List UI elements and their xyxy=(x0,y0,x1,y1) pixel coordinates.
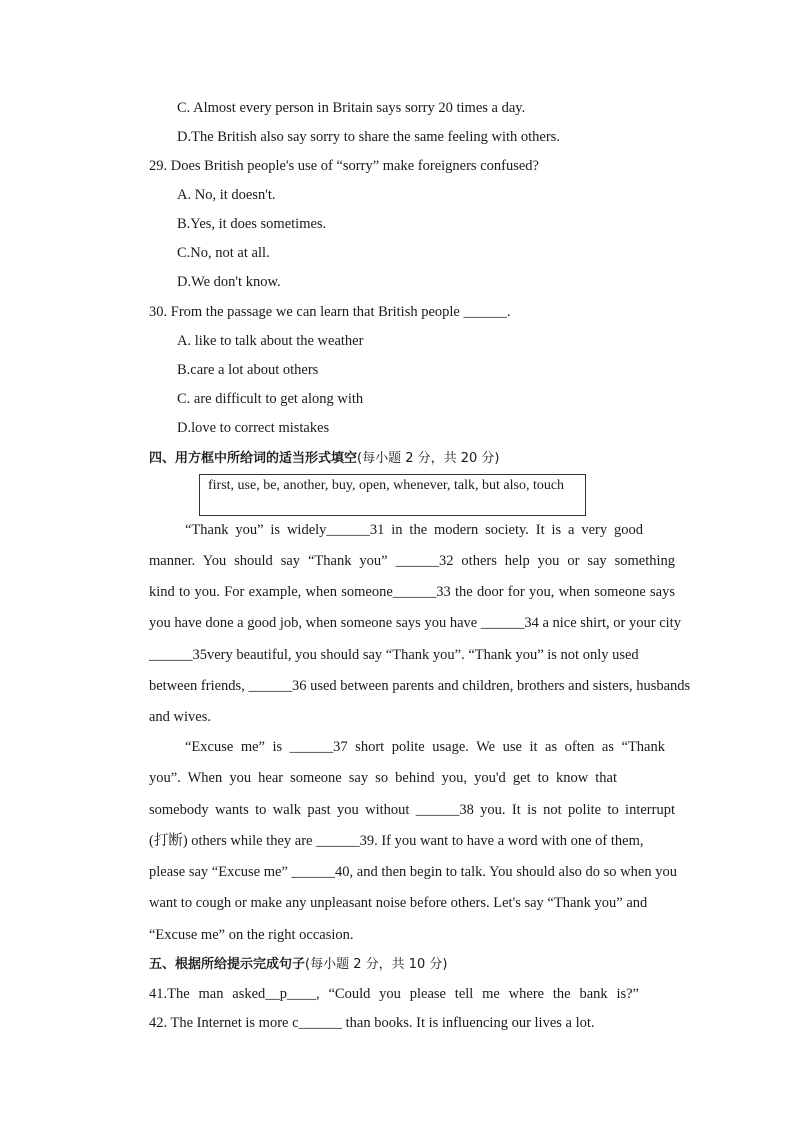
section-4-note: (每小题 2 分，共 20 分) xyxy=(357,451,500,466)
word-box: first, use, be, another, buy, open, whenever, talk, but also, touch xyxy=(199,474,586,516)
q41: 41.The man asked__p____, “Could you please tell me where the bank is?” xyxy=(149,986,639,1002)
q29-option-a: A. No, it doesn't. xyxy=(177,187,276,203)
q29-option-d: D.We don't know. xyxy=(177,274,281,290)
passage-2-line-2: you”. When you hear someone say so behind you, you'd get to know that xyxy=(149,770,617,786)
section-4-title: 四、用方框中所给词的适当形式填空 xyxy=(149,451,358,466)
passage-1-line-3: kind to you. For example, when someone______33 the door for you, when someone says xyxy=(149,584,675,600)
passage-2-line-5: please say “Excuse me” ______40, and then begin to talk. You should also do so when you xyxy=(149,864,677,880)
q28-option-d: D.The British also say sorry to share the same feeling with others. xyxy=(177,129,560,145)
passage-2-line-3: somebody wants to walk past you without ______38 you. It is not polite to interrupt xyxy=(149,802,675,818)
passage-2-line-4: (打断) others while they are ______39. If you want to have a word with one of them, xyxy=(149,833,644,849)
q29-option-c: C.No, not at all. xyxy=(177,245,270,261)
passage-1-line-5: ______35very beautiful, you should say “Thank you”. “Thank you” is not only used xyxy=(149,647,639,663)
passage-1-line-1: “Thank you” is widely______31 in the modern society. It is a very good xyxy=(185,522,643,538)
passage-1-line-4: you have done a good job, when someone says you have ______34 a nice shirt, or your city xyxy=(149,615,681,631)
q30-option-a: A. like to talk about the weather xyxy=(177,333,364,349)
section-5-note: (每小题 2 分，共 10 分) xyxy=(305,957,448,972)
section-4-heading xyxy=(149,449,500,468)
passage-2-line-6: want to cough or make any unpleasant noise before others. Let's say “Thank you” and xyxy=(149,895,648,911)
passage-1-line-6: between friends, ______36 used between parents and children, brothers and sisters, husbands xyxy=(149,678,691,694)
passage-2-line-1: “Excuse me” is ______37 short polite usage. We use it as often as “Thank xyxy=(185,739,665,755)
q29-option-b: B.Yes, it does sometimes. xyxy=(177,216,327,232)
q29-stem: 29. Does British people's use of “sorry” make foreigners confused? xyxy=(149,158,539,174)
section-5-heading xyxy=(149,955,448,974)
q42: 42. The Internet is more c______ than books. It is influencing our lives a lot. xyxy=(149,1015,595,1031)
passage-1-line-7: and wives. xyxy=(149,709,212,725)
q30-option-b: B.care a lot about others xyxy=(177,362,319,378)
q30-stem: 30. From the passage we can learn that British people ______. xyxy=(149,304,511,320)
q28-option-c: C. Almost every person in Britain says sorry 20 times a day. xyxy=(177,100,526,116)
section-5-title: 五、根据所给提示完成句子 xyxy=(149,957,306,972)
q30-option-d: D.love to correct mistakes xyxy=(177,420,330,436)
passage-1-line-2: manner. You should say “Thank you” ______32 others help you or say something xyxy=(149,553,675,569)
passage-2-line-7: “Excuse me” on the right occasion. xyxy=(149,927,354,943)
q30-option-c: C. are difficult to get along with xyxy=(177,391,364,407)
